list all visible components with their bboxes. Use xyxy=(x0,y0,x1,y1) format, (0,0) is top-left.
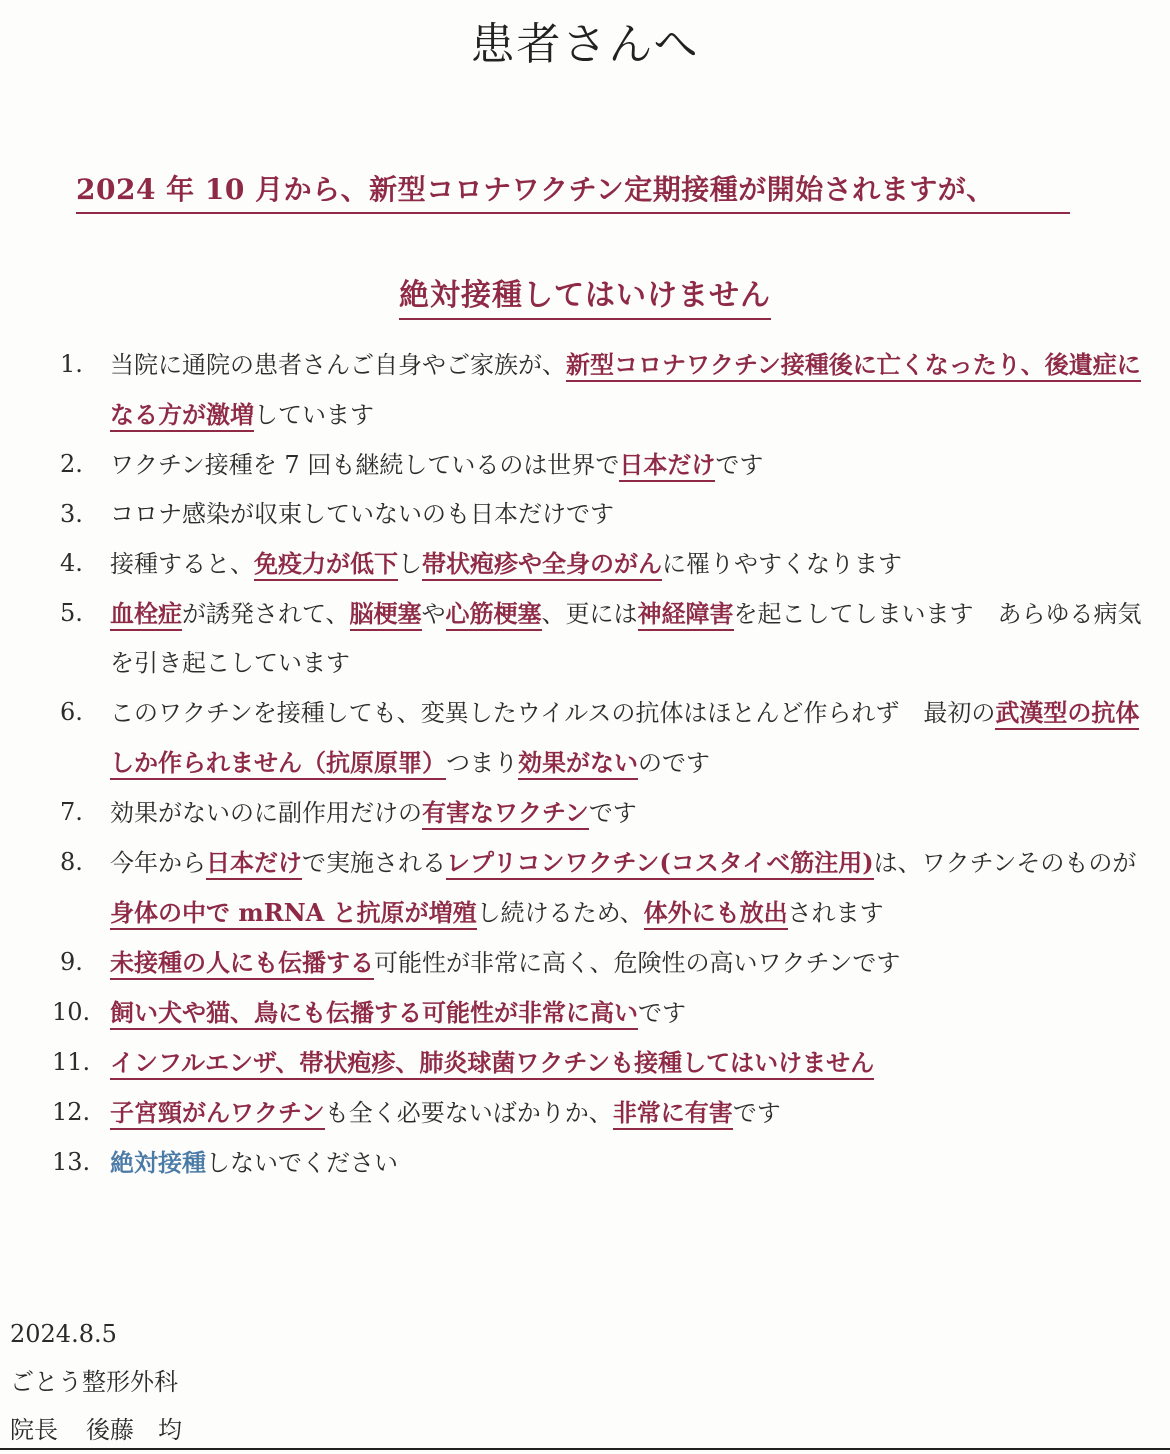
list-item-text: し続けるため、 xyxy=(476,899,644,927)
list-item-text: 効果がないのに副作用だけの xyxy=(110,799,422,827)
list-item xyxy=(60,688,1150,788)
footer-director xyxy=(10,1406,182,1454)
highlighted-phrase: 新型コロナワクチン接種後に亡くなったり、後遺症になる方が激増 xyxy=(110,350,1141,432)
list-item-number: 8. xyxy=(60,848,83,876)
list-item-text: です xyxy=(715,451,764,479)
headline-notice: 2024 年 10 月から、新型コロナワクチン定期接種が開始されますが、 xyxy=(76,168,1070,214)
list-item-text: コロナ感染が収束していないのも日本だけです xyxy=(110,500,614,528)
list-item-number: 9. xyxy=(60,948,83,976)
highlighted-phrase: インフルエンザ、帯状疱疹、肺炎球菌ワクチンも接種してはいけません xyxy=(110,1048,874,1080)
list-item-number: 12. xyxy=(52,1098,91,1126)
list-item-text: です xyxy=(638,999,686,1027)
list-item-text: 今年から xyxy=(110,849,206,877)
footer-name: 後藤 均 xyxy=(86,1416,182,1444)
list-item xyxy=(60,340,1150,440)
list-item-text: 接種すると、 xyxy=(110,550,254,578)
list-item-text: しないでください xyxy=(206,1149,398,1177)
list-item-text: に罹りやすくなります xyxy=(662,550,902,578)
list-item-text: は、ワクチンそのものが xyxy=(873,849,1137,877)
list-item xyxy=(52,1138,1150,1188)
list-item xyxy=(60,490,1150,539)
footer-date: 2024.8.5 xyxy=(10,1320,117,1348)
list-item-text: のです xyxy=(638,749,710,777)
list-item-text: を起こしてしまいます あらゆる病気を引き起こしています xyxy=(110,600,1142,677)
highlighted-phrase: 脳梗塞 xyxy=(350,599,422,631)
highlighted-phrase: 身体の中で mRNA と抗原が増殖 xyxy=(110,898,477,930)
footer-clinic: ごとう整形外科 xyxy=(10,1368,178,1396)
list-item xyxy=(52,1038,1150,1088)
list-item-text: です xyxy=(732,1099,781,1127)
highlighted-phrase: 体外にも放出 xyxy=(644,898,788,930)
highlighted-phrase: 血栓症 xyxy=(110,599,182,631)
list-item-number: 4. xyxy=(60,549,83,577)
list-item-number: 13. xyxy=(52,1148,91,1176)
list-item-number: 3. xyxy=(60,500,83,528)
document-title: 患者さんへ xyxy=(470,19,700,70)
list-item-text: です xyxy=(588,799,637,827)
list-item-text: このワクチンを接種しても、変異したウイルスの抗体はほとんど作られず 最初の xyxy=(110,699,996,727)
highlighted-phrase: 飼い犬や猫、鳥にも伝播する可能性が非常に高い xyxy=(110,998,638,1030)
list-item xyxy=(60,838,1150,938)
list-item-text: し xyxy=(398,550,422,578)
list-item xyxy=(60,589,1150,688)
numbered-list xyxy=(52,340,1150,1188)
list-item-number: 5. xyxy=(60,599,83,627)
list-item xyxy=(60,938,1150,988)
list-item xyxy=(60,788,1150,838)
highlighted-phrase: 日本だけ xyxy=(206,848,302,880)
list-item-text: 、更には xyxy=(541,600,638,628)
list-item xyxy=(60,539,1150,589)
highlighted-phrase: レプリコンワクチン(コスタイベ筋注用) xyxy=(446,848,874,880)
list-item-number: 1. xyxy=(60,350,83,378)
list-item-number: 10. xyxy=(52,998,91,1026)
list-item-text: で実施される xyxy=(302,849,446,877)
highlighted-phrase: 非常に有害 xyxy=(613,1098,733,1130)
emphasized-phrase: 絶対接種 xyxy=(110,1148,206,1177)
list-item xyxy=(52,988,1150,1038)
highlighted-phrase: 子宮頸がんワクチン xyxy=(110,1098,325,1130)
list-item-text: も全く必要ないばかりか、 xyxy=(324,1099,613,1127)
list-item-text: ワクチン接種を 7 回も継続しているのは世界で xyxy=(110,451,620,479)
list-item-number: 11. xyxy=(52,1048,91,1076)
list-item-number: 7. xyxy=(60,798,83,826)
list-item xyxy=(60,440,1150,490)
highlighted-phrase: 神経障害 xyxy=(638,599,734,631)
highlighted-phrase: 有害なワクチン xyxy=(422,798,589,830)
list-item xyxy=(52,1088,1150,1138)
highlighted-phrase: 武漢型の抗体しか作られません（抗原原罪） xyxy=(110,698,1139,780)
highlighted-phrase: 未接種の人にも伝播する xyxy=(110,948,374,980)
list-item-text: しています xyxy=(254,401,374,429)
warning-heading xyxy=(0,270,1170,320)
list-item-number: 6. xyxy=(60,698,83,726)
highlighted-phrase: 免疫力が低下 xyxy=(254,549,398,581)
list-item-text: が誘発されて、 xyxy=(182,600,350,628)
highlighted-phrase: 帯状疱疹や全身のがん xyxy=(422,549,662,581)
list-item-text: されます xyxy=(787,899,884,927)
list-item-number: 2. xyxy=(60,450,83,478)
signature-block xyxy=(10,1310,182,1454)
warning-text: 絶対接種してはいけません xyxy=(399,270,771,320)
footer-role: 院長 xyxy=(10,1416,58,1444)
list-item-text: 当院に通院の患者さんご自身やご家族が、 xyxy=(110,351,566,379)
highlighted-phrase: 日本だけ xyxy=(619,450,715,482)
bottom-divider xyxy=(0,1448,1170,1450)
highlighted-phrase: 効果がない xyxy=(518,748,638,780)
list-item-text: や xyxy=(421,600,446,628)
highlighted-phrase: 心筋梗塞 xyxy=(446,599,542,631)
list-item-text: 可能性が非常に高く、危険性の高いワクチンです xyxy=(374,949,901,977)
list-item-text: つまり xyxy=(446,749,518,777)
